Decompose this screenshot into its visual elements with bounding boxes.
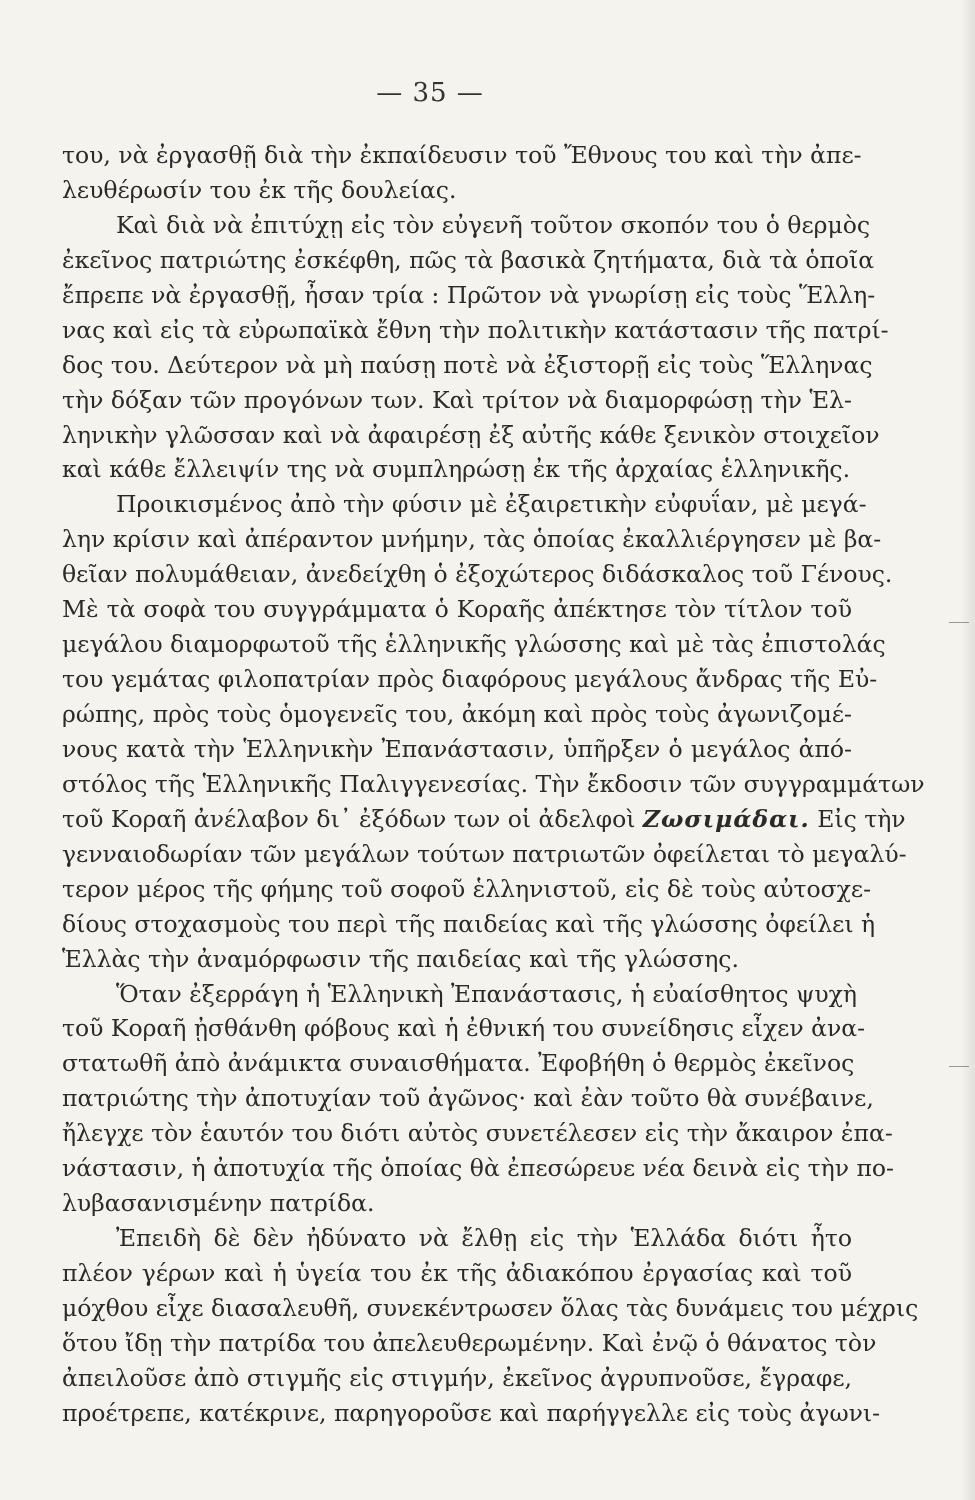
text-line: στόλος τῆς Ἑλληνικῆς Παλιγγενεσίας. Τὴν ἔκδοσιν τῶν συγγραμμάτων <box>62 769 925 798</box>
text-line: Μὲ τὰ σοφὰ του συγγράμματα ὁ Κοραῆς ἀπέκτησε τὸν τίτλον τοῦ <box>62 595 852 624</box>
text-line: ὅτου ἴδῃ τὴν πατρίδα του ἀπελευθερωμένην. Καὶ ἐνῷ ὁ θάνατος τὸν <box>62 1328 877 1357</box>
body-text <box>62 138 925 1431</box>
page-number: — 35 — <box>376 78 484 108</box>
text-line: δος του. Δεύτερον νὰ μὴ παύσῃ ποτὲ νὰ ἐξιστορῇ εἰς τοὺς Ἕλληνας <box>62 350 873 379</box>
text-line: Ἑλλὰς τὴν ἀναμόρφωσιν τῆς παιδείας καὶ τῆς γλώσσης. <box>62 944 739 973</box>
text-line: λευθέρωσίν του ἐκ τῆς δουλείας. <box>62 175 457 204</box>
text-line: πλέον γέρων καὶ ἡ ὑγεία του ἐκ τῆς ἀδιακόπου ἐργασίας καὶ τοῦ <box>62 1259 852 1287</box>
line-text-after: Εἰς τὴν <box>809 804 906 833</box>
text-line: τὴν δόξαν τῶν προγόνων των. Καὶ τρίτον νὰ διαμορφώσῃ τὴν Ἑλ- <box>62 385 852 414</box>
text-line: λυβασανισμένην πατρίδα. <box>62 1189 375 1218</box>
text-line: του γεμάτας φιλοπατρίαν πρὸς διαφόρους μεγάλους ἄνδρας τῆς Εὐ- <box>62 665 878 694</box>
text-line: θεῖαν πολυμάθειαν, ἀνεδείχθη ὁ ἐξοχώτερος διδάσκαλος τοῦ Γένους. <box>62 560 893 589</box>
text-line: ἐκεῖνος πατριώτης ἐσκέφθη, πῶς τὰ βασικὰ ζητήματα, διὰ τὰ ὁποῖα <box>62 245 875 274</box>
text-line: τοῦ Κοραῆ ᾐσθάνθη φόβους καὶ ἡ ἐθνική του συνείδησις εἶχεν ἀνα- <box>62 1014 866 1043</box>
text-line: Καὶ διὰ νὰ ἐπιτύχῃ εἰς τὸν εὐγενῆ τοῦτον σκοπόν του ὁ θερμὸς <box>116 210 871 239</box>
text-line: μεγάλου διαμορφωτοῦ τῆς ἑλληνικῆς γλώσσης καὶ μὲ τὰς ἐπιστολάς <box>62 630 886 659</box>
text-line: προέτρεπε, κατέκρινε, παρηγοροῦσε καὶ παρήγγελλε εἰς τοὺς ἀγωνι- <box>62 1398 881 1427</box>
text-line: ἀπειλοῦσε ἀπὸ στιγμῆς εἰς στιγμήν, ἐκεῖνος ἀγρυπνοῦσε, ἔγραφε, <box>62 1363 852 1392</box>
text-line: Ὅταν ἐξερράγη ἡ Ἑλληνικὴ Ἐπανάστασις, ἡ εὐαίσθητος ψυχὴ <box>116 979 857 1008</box>
text-line: τερον μέρος τῆς φήμης τοῦ σοφοῦ ἑλληνιστοῦ, εἰς δὲ τοὺς αὐτοσχε- <box>62 874 872 903</box>
text-line: Ἐπειδὴ δὲ δὲν ἠδύνατο νὰ ἔλθῃ εἰς τὴν Ἑλλάδα διότι ἦτο <box>116 1224 852 1253</box>
text-line: γενναιοδωρίαν τῶν μεγάλων τούτων πατριωτῶν ὀφείλεται τὸ μεγαλύ- <box>62 839 907 868</box>
text-line: Προικισμένος ἀπὸ τὴν φύσιν μὲ ἐξαιρετικὴν εὐφυΐαν, μὲ μεγά- <box>116 490 867 519</box>
text-line: δίους στοχασμοὺς του περὶ τῆς παιδείας καὶ τῆς γλώσσης ὀφείλει ἡ <box>62 909 876 938</box>
text-line: νους κατὰ τὴν Ἑλληνικὴν Ἐπανάστασιν, ὑπῆρξεν ὁ μεγάλος ἀπό- <box>62 734 852 763</box>
text-line: ληνικὴν γλῶσσαν καὶ νὰ ἀφαιρέσῃ ἐξ αὐτῆς κάθε ξενικὸν στοιχεῖον <box>62 420 880 449</box>
line-text-before: τοῦ Κοραῆ ἀνέλαβον δι᾽ ἐξόδων των οἱ ἀδελφοὶ <box>62 804 643 833</box>
text-line: στατωθῆ ἀπὸ ἀνάμικτα συναισθήματα. Ἐφοβήθη ὁ θερμὸς ἐκεῖνος <box>62 1049 855 1078</box>
text-line: πατριώτης τὴν ἀποτυχίαν τοῦ ἀγῶνος· καὶ ἐὰν τοῦτο θὰ συνέβαινε, <box>62 1084 874 1113</box>
text-line: λην κρίσιν καὶ ἀπέραντον μνήμην, τὰς ὁποίας ἐκαλλιέργησεν μὲ βα- <box>62 525 882 554</box>
zosimades-name: Ζωσιμάδαι. <box>642 804 810 833</box>
text-line: ἔπρεπε νὰ ἐργασθῇ, ἦσαν τρία : Πρῶτον νὰ γνωρίσῃ εἰς τοὺς Ἕλλη- <box>62 280 876 309</box>
text-line <box>62 802 906 837</box>
text-line: νας καὶ εἰς τὰ εὐρωπαϊκὰ ἔθνη τὴν πολιτικὴν κατάστασιν τῆς πατρί- <box>62 315 889 344</box>
text-line: του, νὰ ἐργασθῇ διὰ τὴν ἐκπαίδευσιν τοῦ Ἔθνους του καὶ τὴν ἀπε- <box>62 141 862 169</box>
text-line: καὶ κάθε ἔλλειψίν της νὰ συμπληρώσῃ ἐκ τῆς ἀρχαίας ἑλληνικῆς. <box>62 455 851 484</box>
page-edge-shadow <box>961 0 975 1500</box>
text-line: ρώπης, πρὸς τοὺς ὁμογενεῖς του, ἀκόμη καὶ πρὸς τοὺς ἀγωνιζομέ- <box>62 700 852 728</box>
text-line: ἤλεγχε τὸν ἑαυτόν του διότι αὐτὸς συνετέλεσεν εἰς τὴν ἄκαιρον ἐπα- <box>62 1119 893 1148</box>
text-line: μόχθου εἶχε διασαλευθῆ, συνεκέντρωσεν ὅλας τὰς δυνάμεις του μέχρις <box>62 1293 919 1322</box>
text-line: νάστασιν, ἡ ἀποτυχία τῆς ὁποίας θὰ ἐπεσώρευε νέα δεινὰ εἰς τὴν πο- <box>62 1154 895 1183</box>
